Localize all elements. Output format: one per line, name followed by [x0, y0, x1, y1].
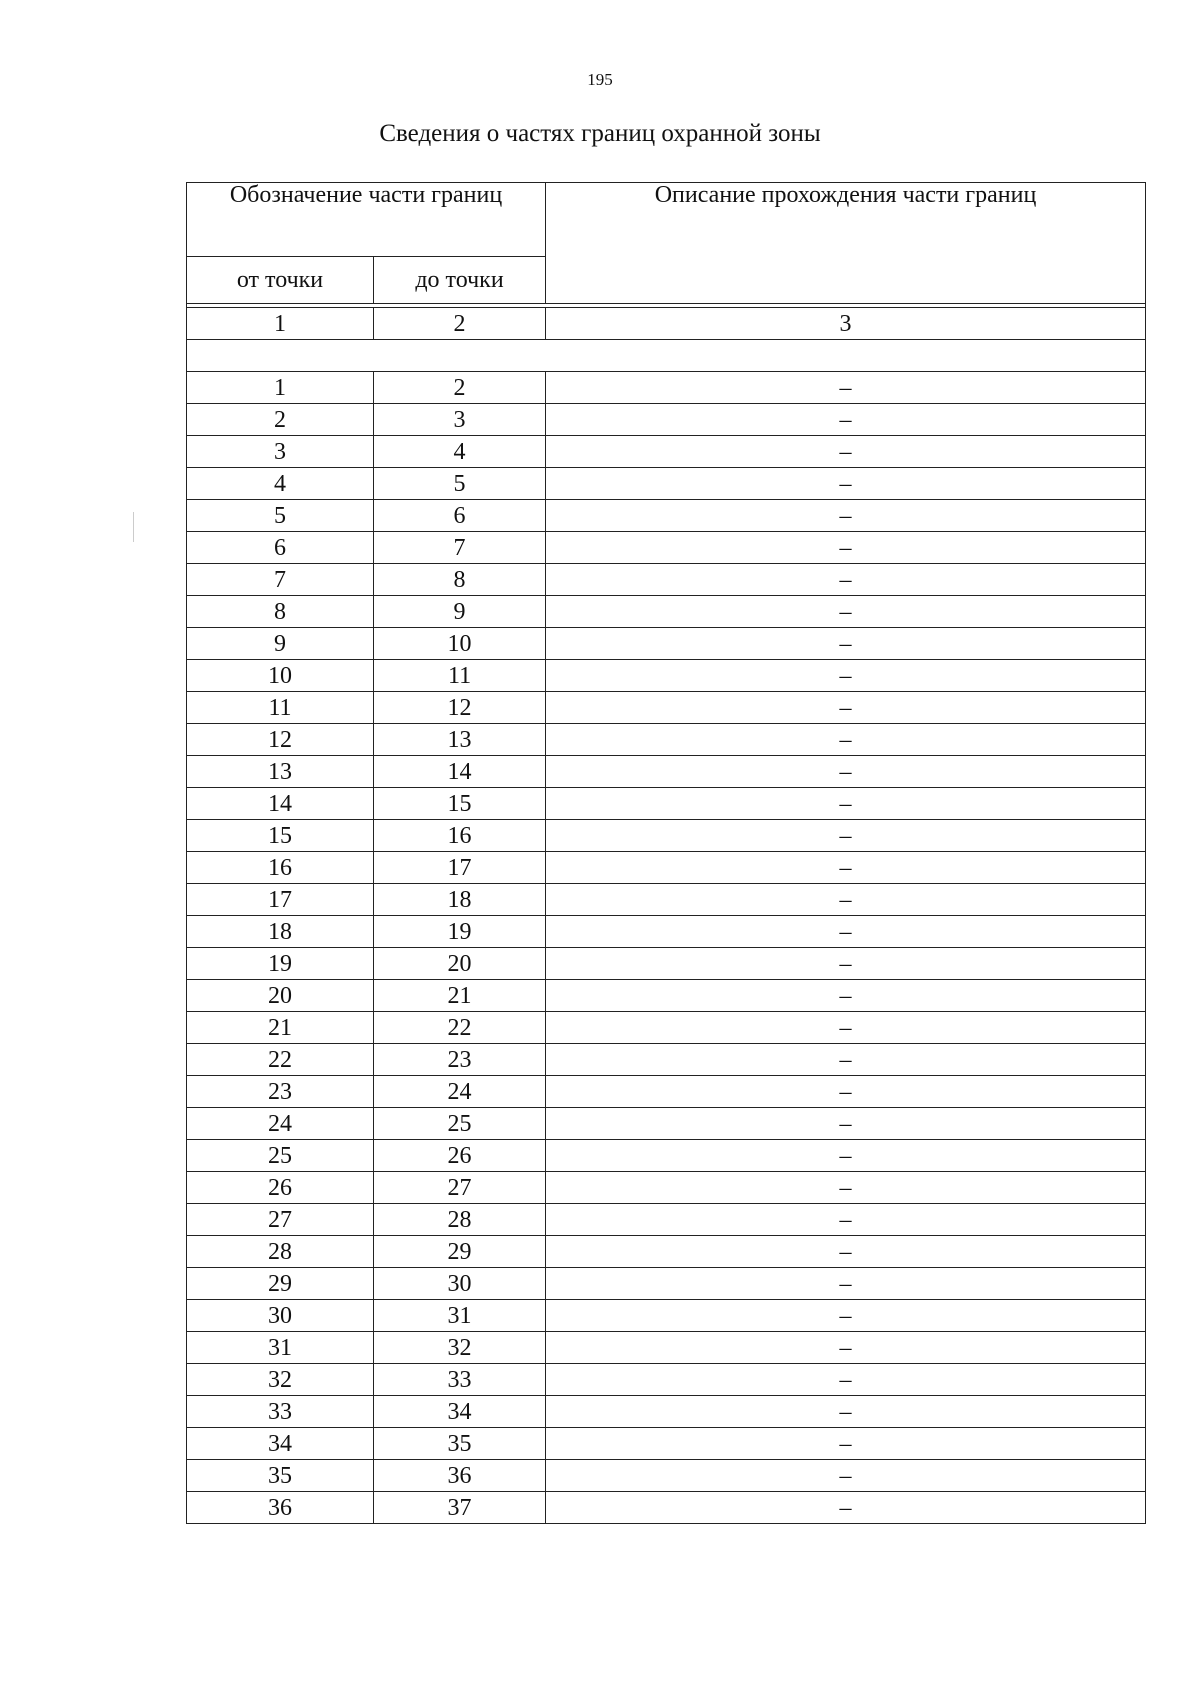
cell-to-point: 36 [374, 1460, 546, 1492]
table-row [187, 628, 1146, 660]
cell-from-point: 5 [187, 500, 374, 532]
cell-description: – [546, 1076, 1146, 1108]
table-row [187, 1300, 1146, 1332]
cell-to-point: 2 [374, 372, 546, 404]
cell-description: – [546, 1012, 1146, 1044]
cell-from-point: 15 [187, 820, 374, 852]
table-row [187, 564, 1146, 596]
cell-to-point: 11 [374, 660, 546, 692]
cell-description: – [546, 916, 1146, 948]
cell-description: – [546, 788, 1146, 820]
table-row [187, 1428, 1146, 1460]
cell-description: – [546, 1236, 1146, 1268]
cell-from-point: 7 [187, 564, 374, 596]
cell-from-point: 13 [187, 756, 374, 788]
cell-to-point: 15 [374, 788, 546, 820]
cell-from-point: 9 [187, 628, 374, 660]
cell-description: – [546, 564, 1146, 596]
cell-from-point: 36 [187, 1492, 374, 1524]
table-row [187, 500, 1146, 532]
cell-to-point: 7 [374, 532, 546, 564]
cell-description: – [546, 500, 1146, 532]
cell-from-point: 33 [187, 1396, 374, 1428]
cell-description: – [546, 532, 1146, 564]
table-row [187, 1236, 1146, 1268]
cell-from-point: 19 [187, 948, 374, 980]
header-description: Описание прохождения части границ [546, 183, 1146, 304]
cell-from-point: 32 [187, 1364, 374, 1396]
cell-to-point: 23 [374, 1044, 546, 1076]
cell-description: – [546, 756, 1146, 788]
table-row [187, 468, 1146, 500]
cell-from-point: 21 [187, 1012, 374, 1044]
table-header-row [187, 183, 1146, 257]
cell-description: – [546, 1460, 1146, 1492]
column-number: 1 [187, 308, 374, 340]
cell-description: – [546, 1332, 1146, 1364]
cell-description: – [546, 1204, 1146, 1236]
cell-from-point: 16 [187, 852, 374, 884]
table-row [187, 1364, 1146, 1396]
cell-description: – [546, 1300, 1146, 1332]
cell-to-point: 5 [374, 468, 546, 500]
cell-description: – [546, 980, 1146, 1012]
cell-from-point: 3 [187, 436, 374, 468]
cell-description: – [546, 724, 1146, 756]
cell-to-point: 12 [374, 692, 546, 724]
table-row [187, 788, 1146, 820]
cell-from-point: 14 [187, 788, 374, 820]
table-row [187, 404, 1146, 436]
cell-description: – [546, 1364, 1146, 1396]
cell-description: – [546, 1044, 1146, 1076]
table-row [187, 660, 1146, 692]
table-body [187, 372, 1146, 1524]
cell-from-point: 6 [187, 532, 374, 564]
table-row [187, 532, 1146, 564]
table-row [187, 1396, 1146, 1428]
page-number: 195 [587, 70, 613, 89]
cell-to-point: 25 [374, 1108, 546, 1140]
cell-description: – [546, 1108, 1146, 1140]
cell-from-point: 20 [187, 980, 374, 1012]
table-row [187, 1012, 1146, 1044]
cell-to-point: 32 [374, 1332, 546, 1364]
table-row [187, 1332, 1146, 1364]
cell-to-point: 22 [374, 1012, 546, 1044]
header-from-point: от точки [187, 257, 374, 304]
cell-to-point: 29 [374, 1236, 546, 1268]
table-row [187, 596, 1146, 628]
cell-to-point: 21 [374, 980, 546, 1012]
cell-to-point: 26 [374, 1140, 546, 1172]
table-row [187, 980, 1146, 1012]
cell-to-point: 30 [374, 1268, 546, 1300]
cell-description: – [546, 628, 1146, 660]
cell-from-point: 34 [187, 1428, 374, 1460]
cell-description: – [546, 820, 1146, 852]
cell-to-point: 13 [374, 724, 546, 756]
cell-from-point: 10 [187, 660, 374, 692]
cell-description: – [546, 948, 1146, 980]
cell-to-point: 33 [374, 1364, 546, 1396]
cell-description: – [546, 372, 1146, 404]
cell-description: – [546, 1268, 1146, 1300]
cell-from-point: 25 [187, 1140, 374, 1172]
cell-description: – [546, 436, 1146, 468]
cell-from-point: 28 [187, 1236, 374, 1268]
cell-description: – [546, 404, 1146, 436]
cell-from-point: 2 [187, 404, 374, 436]
cell-from-point: 29 [187, 1268, 374, 1300]
cell-from-point: 4 [187, 468, 374, 500]
cell-to-point: 19 [374, 916, 546, 948]
table-row [187, 1044, 1146, 1076]
cell-to-point: 28 [374, 1204, 546, 1236]
cell-to-point: 16 [374, 820, 546, 852]
cell-from-point: 18 [187, 916, 374, 948]
boundary-parts-table [186, 182, 1146, 1524]
cell-description: – [546, 1396, 1146, 1428]
cell-to-point: 4 [374, 436, 546, 468]
cell-from-point: 11 [187, 692, 374, 724]
table-row [187, 852, 1146, 884]
cell-to-point: 9 [374, 596, 546, 628]
cell-to-point: 31 [374, 1300, 546, 1332]
header-to-point: до точки [374, 257, 546, 304]
table-row [187, 1268, 1146, 1300]
cell-description: – [546, 852, 1146, 884]
table-row [187, 884, 1146, 916]
cell-from-point: 31 [187, 1332, 374, 1364]
cell-to-point: 35 [374, 1428, 546, 1460]
cell-from-point: 12 [187, 724, 374, 756]
cell-description: – [546, 1492, 1146, 1524]
cell-to-point: 20 [374, 948, 546, 980]
cell-description: – [546, 596, 1146, 628]
cell-description: – [546, 1428, 1146, 1460]
table-row [187, 692, 1146, 724]
cell-to-point: 8 [374, 564, 546, 596]
cell-from-point: 8 [187, 596, 374, 628]
cell-description: – [546, 1172, 1146, 1204]
column-number-row [187, 308, 1146, 340]
table-row [187, 1172, 1146, 1204]
table-row [187, 1460, 1146, 1492]
table-row [187, 1140, 1146, 1172]
cell-description: – [546, 884, 1146, 916]
cell-from-point: 24 [187, 1108, 374, 1140]
cell-to-point: 37 [374, 1492, 546, 1524]
cell-to-point: 3 [374, 404, 546, 436]
cell-from-point: 17 [187, 884, 374, 916]
table-row [187, 372, 1146, 404]
cell-to-point: 6 [374, 500, 546, 532]
cell-description: – [546, 692, 1146, 724]
table-row [187, 1108, 1146, 1140]
cell-to-point: 34 [374, 1396, 546, 1428]
cell-from-point: 23 [187, 1076, 374, 1108]
column-number: 3 [546, 308, 1146, 340]
header-designation: Обозначение части границ [187, 183, 546, 257]
table-row [187, 436, 1146, 468]
table-row [187, 948, 1146, 980]
cell-from-point: 1 [187, 372, 374, 404]
cell-from-point: 30 [187, 1300, 374, 1332]
table-row [187, 916, 1146, 948]
cell-from-point: 27 [187, 1204, 374, 1236]
cell-description: – [546, 1140, 1146, 1172]
table-row [187, 1492, 1146, 1524]
cell-description: – [546, 660, 1146, 692]
table-row [187, 724, 1146, 756]
cell-from-point: 22 [187, 1044, 374, 1076]
section-blank-row [187, 340, 1146, 372]
table-row [187, 756, 1146, 788]
cell-to-point: 10 [374, 628, 546, 660]
cell-to-point: 18 [374, 884, 546, 916]
document-title: Сведения о частях границ охранной зоны [379, 120, 821, 147]
table-row [187, 1076, 1146, 1108]
table-row [187, 1204, 1146, 1236]
cell-to-point: 17 [374, 852, 546, 884]
cell-description: – [546, 468, 1146, 500]
table-row [187, 820, 1146, 852]
column-number: 2 [374, 308, 546, 340]
scan-artifact [133, 512, 134, 542]
cell-from-point: 35 [187, 1460, 374, 1492]
cell-to-point: 24 [374, 1076, 546, 1108]
cell-to-point: 14 [374, 756, 546, 788]
cell-to-point: 27 [374, 1172, 546, 1204]
cell-from-point: 26 [187, 1172, 374, 1204]
